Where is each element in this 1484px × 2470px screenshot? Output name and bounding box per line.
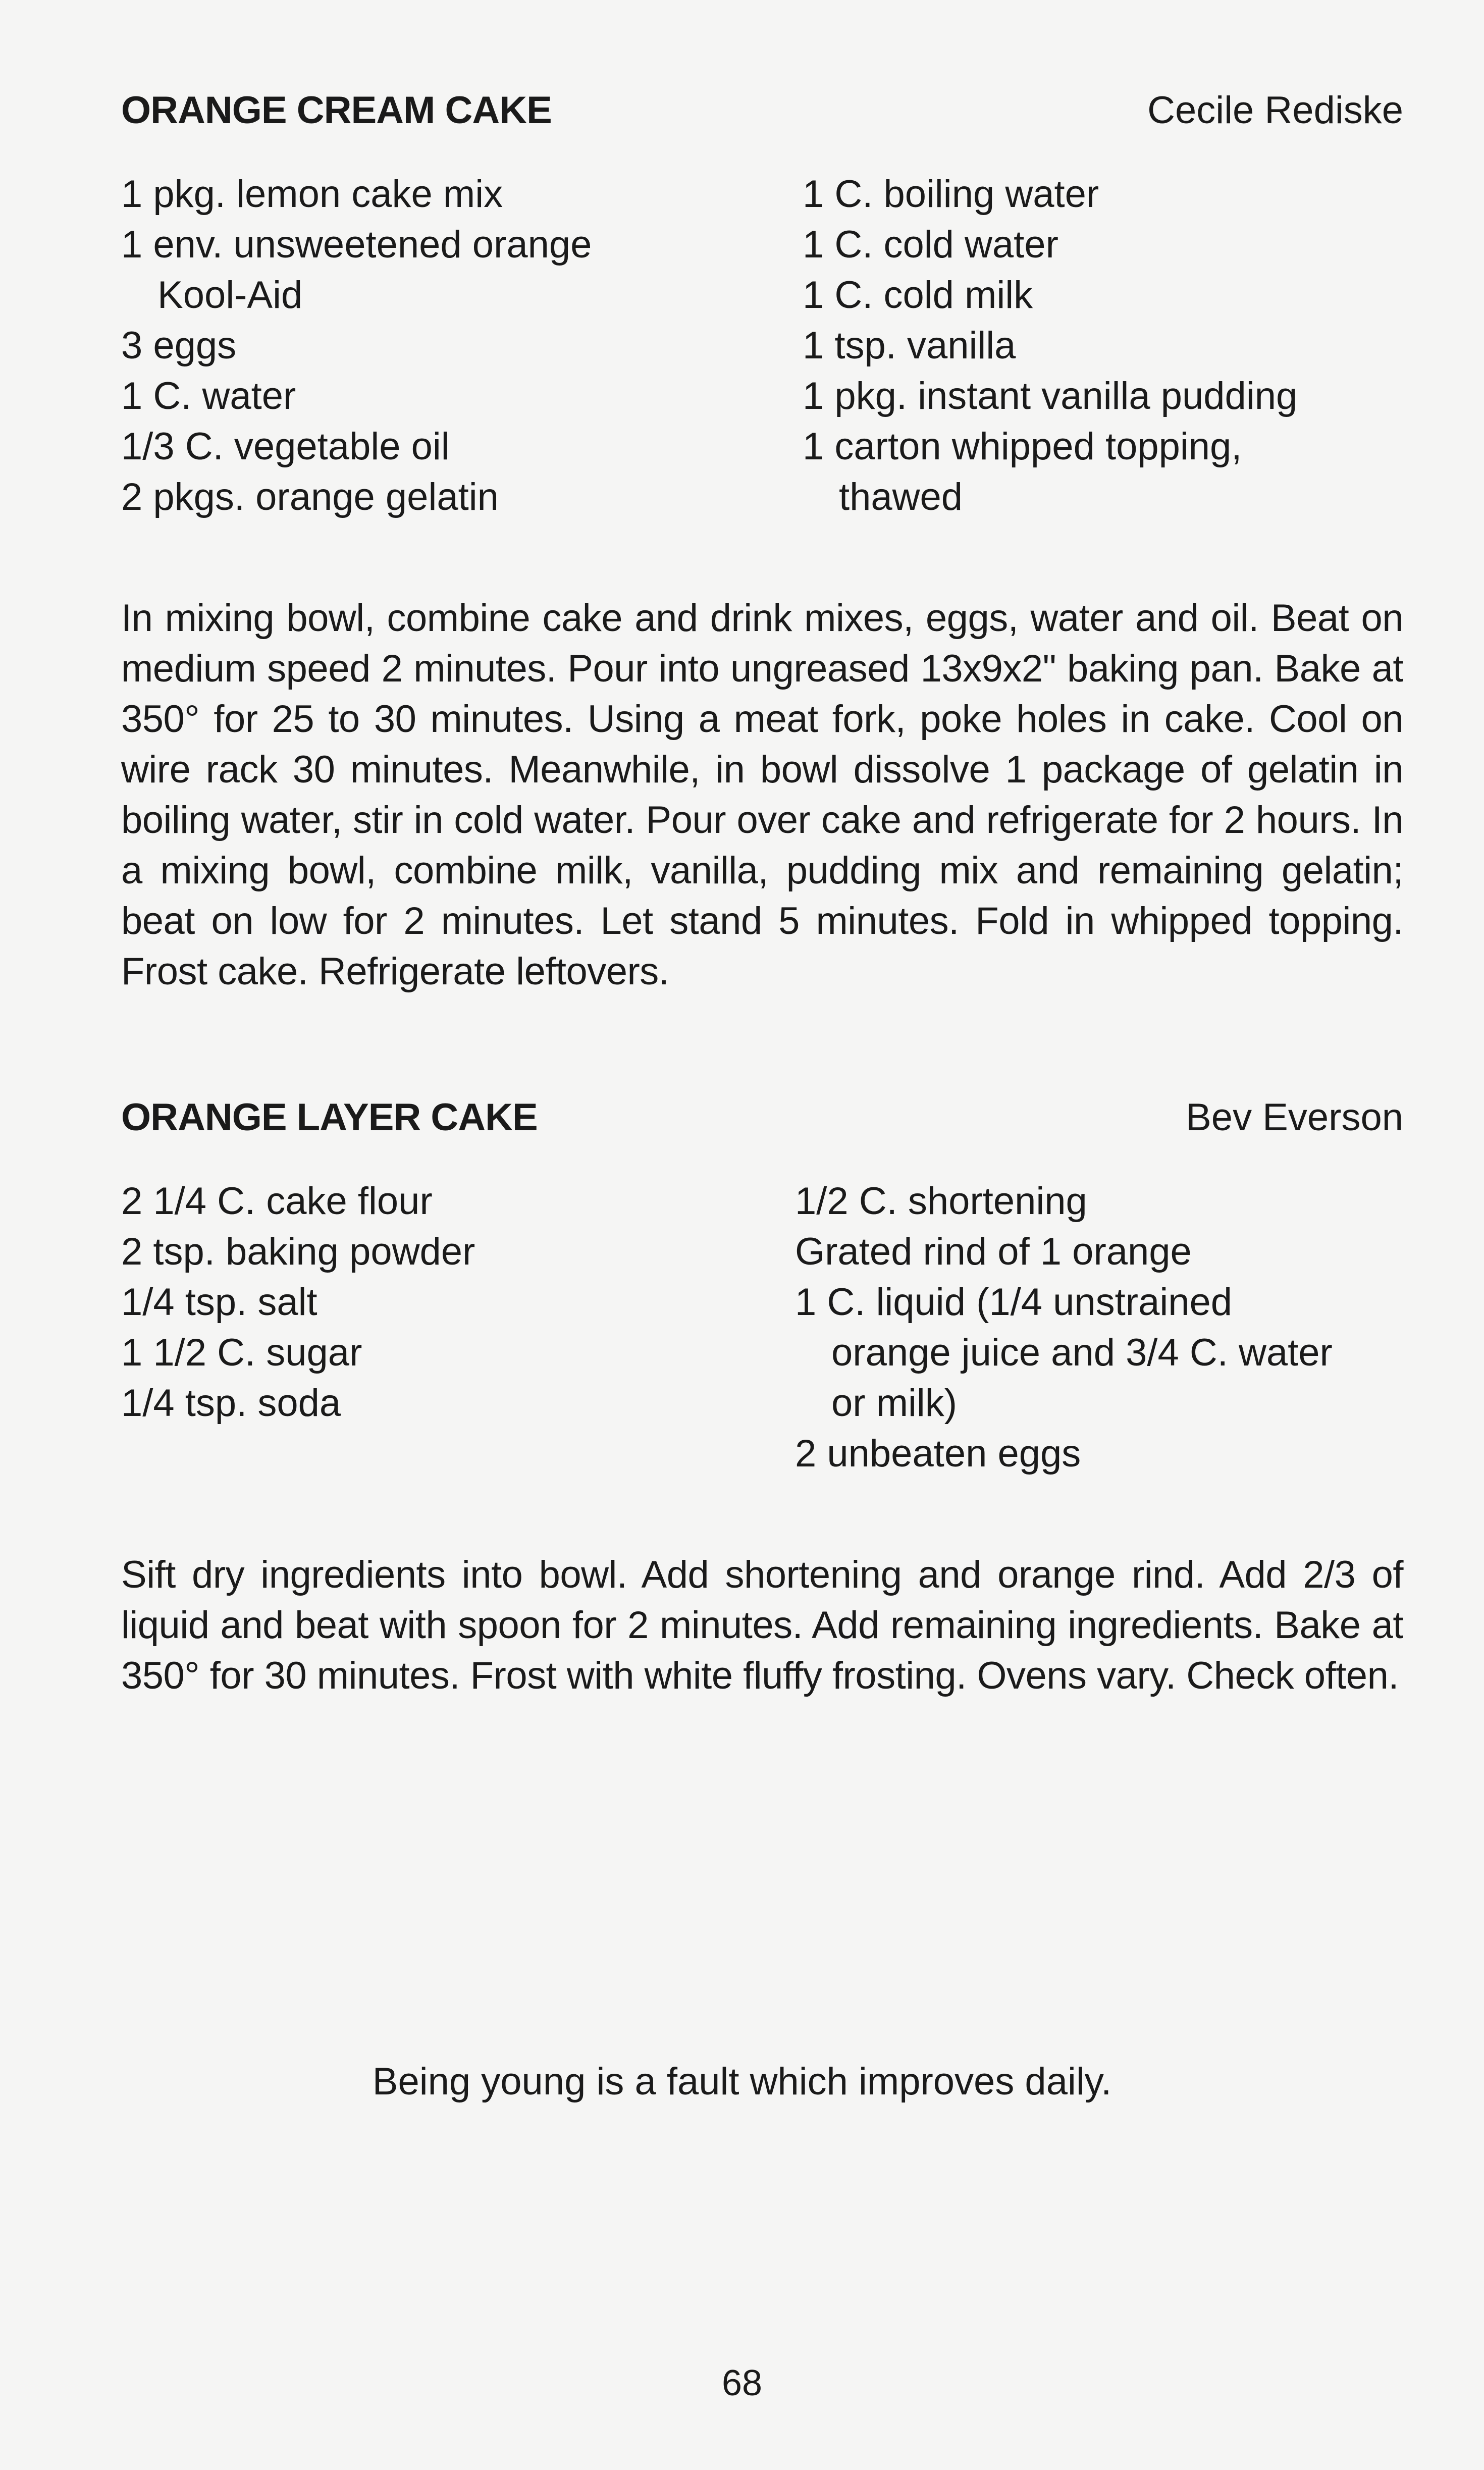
ingredient-column-left (121, 1176, 777, 1429)
ingredient-column-left (121, 169, 777, 522)
recipe-header (121, 88, 1403, 139)
ingredient-item-continued: thawed (839, 476, 963, 518)
ingredient-item: 1 C. liquid (1/4 unstrained (795, 1281, 1233, 1324)
recipe-title: ORANGE CREAM CAKE (121, 89, 552, 132)
ingredient-item: 1 carton whipped topping, (803, 425, 1242, 468)
ingredient-item: 1 1/2 C. sugar (121, 1331, 362, 1374)
ingredient-item-continued: orange juice and 3/4 C. water (831, 1331, 1333, 1374)
ingredient-item-continued: or milk) (831, 1382, 958, 1425)
ingredient-item: 1 C. boiling water (803, 173, 1099, 216)
ingredient-item: 1/4 tsp. soda (121, 1382, 341, 1425)
ingredient-item: 1/4 tsp. salt (121, 1281, 317, 1324)
ingredient-item: 1 tsp. vanilla (803, 324, 1016, 367)
recipe-directions: In mixing bowl, combine cake and drink mixes, eggs, water and oil. Beat on medium speed 2 minutes. Pour into ungreased 13x9x2" baking pan. Bake at 350° for 25 to 30 minutes. Using a meat fork, poke holes in cake. Cool on wire rack 30 minutes. Meanwhile, in bowl dissolve 1 package of gelatin in boiling water, stir in cold water. Pour over cake and refrigerate for 2 hours. In a mixing bowl, combine milk, vanilla, pudding mix and remaining gelatin; beat on low for 2 minutes. Let stand 5 minutes. Fold in whipped topping. Frost cake. Refrigerate leftovers. (121, 597, 1403, 993)
ingredient-list (121, 169, 1403, 522)
recipe-author: Bev Everson (1186, 1096, 1403, 1139)
recipe-header (121, 1095, 1403, 1146)
ingredient-item: 2 1/4 C. cake flour (121, 1180, 433, 1223)
ingredient-item: 2 unbeaten eggs (795, 1432, 1081, 1475)
page-number: 68 (721, 2363, 763, 2403)
recipe-directions: Sift dry ingredients into bowl. Add shortening and orange rind. Add 2/3 of liquid and beat with spoon for 2 minutes. Add remaining ingredients. Bake at 350° for 30 minutes. Frost with white fluffy frosting. Ovens vary. Check often. (121, 1553, 1403, 1697)
recipe-orange-layer-cake (121, 1095, 1403, 1697)
ingredient-item: 1 pkg. lemon cake mix (121, 173, 503, 216)
recipe-orange-cream-cake (121, 88, 1403, 993)
ingredient-list (121, 1176, 1403, 1479)
ingredient-item: 1/2 C. shortening (795, 1180, 1087, 1223)
recipe-title: ORANGE LAYER CAKE (121, 1096, 538, 1139)
ingredient-item: 3 eggs (121, 324, 237, 367)
ingredient-column-right (803, 169, 1403, 522)
ingredient-item: 1 C. cold milk (803, 274, 1033, 317)
recipe-author: Cecile Rediske (1147, 89, 1403, 132)
ingredient-item: 1 env. unsweetened orange (121, 223, 592, 266)
ingredient-item: 1 C. cold water (803, 223, 1058, 266)
ingredient-item: Grated rind of 1 orange (795, 1230, 1192, 1273)
ingredient-item: 1 pkg. instant vanilla pudding (803, 375, 1298, 417)
page-quote: Being young is a fault which improves daily. (372, 2060, 1112, 2103)
ingredient-item: 2 tsp. baking powder (121, 1230, 475, 1273)
ingredient-item-continued: Kool-Aid (157, 274, 303, 317)
ingredient-item: 1/3 C. vegetable oil (121, 425, 450, 468)
ingredient-column-right (795, 1176, 1396, 1479)
ingredient-item: 2 pkgs. orange gelatin (121, 476, 499, 518)
ingredient-item: 1 C. water (121, 375, 296, 417)
